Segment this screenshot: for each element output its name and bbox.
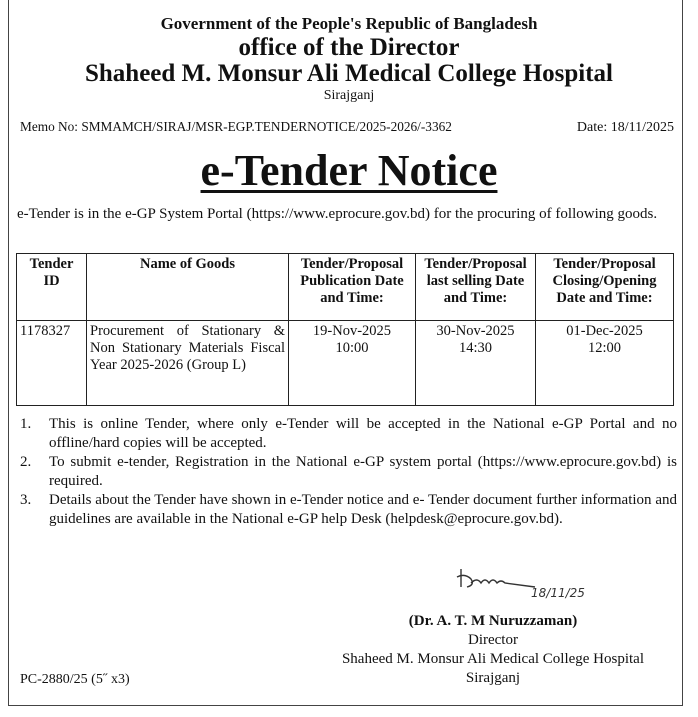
closing-date: 01-Dec-2025: [566, 323, 643, 339]
closing-cell: [536, 321, 674, 406]
header-closing: Tender/Proposal Closing/Opening Date and Time:: [536, 254, 674, 321]
notice-title: [0, 145, 698, 196]
handwritten-signature: [455, 565, 585, 607]
tender-id: 1178327: [17, 321, 87, 406]
publication-code: PC-2880/25 (5˝ x3): [20, 672, 130, 687]
signatory-designation: Director: [468, 632, 518, 648]
header-publication: Tender/Proposal Publication Date and Time:: [289, 254, 416, 321]
note-item: [17, 491, 677, 528]
publication-time: 10:00: [335, 340, 369, 356]
publication-cell: [289, 321, 416, 406]
signatory-place: Sirajganj: [465, 670, 521, 686]
memo-number: Memo No: SMMAMCH/SIRAJ/MSR-EGP.TENDERNOTICE/2025-2026/-3362: [20, 120, 452, 135]
note-item: [17, 415, 677, 452]
signature-block: [308, 612, 678, 688]
note-item: [17, 453, 677, 490]
signatory-office: Shaheed M. Monsur Ali Medical College Hospital: [341, 651, 645, 667]
notice-title-text: e-Tender Notice: [200, 146, 498, 195]
note-text: This is online Tender, where only e-Tender will be accepted in the National e-GP Portal and no offline/hard copies will be accepted.: [49, 416, 677, 451]
note-text: To submit e-tender, Registration in the National e-GP system portal (https://www.eprocure.gov.bd) is required.: [49, 454, 677, 489]
signatory-name: (Dr. A. T. M Nuruzzaman): [408, 613, 578, 629]
selling-time: 14:30: [458, 340, 493, 356]
header-goods: Name of Goods: [87, 254, 289, 321]
government-line: Government of the People's Republic of Bangladesh: [160, 14, 538, 33]
note-number: 1.: [20, 416, 32, 432]
publication-date: 19-Nov-2025: [312, 323, 392, 339]
header-selling: Tender/Proposal last selling Date and Time:: [416, 254, 536, 321]
hospital-name: Shaheed M. Monsur Ali Medical College Hospital: [84, 60, 613, 87]
signature-date: 18/11/25: [531, 586, 585, 600]
selling-date: 30-Nov-2025: [436, 323, 515, 339]
office-line: office of the Director: [238, 34, 460, 61]
memo-date: Date: 18/11/2025: [576, 120, 674, 135]
note-number: 2.: [20, 454, 32, 470]
location: Sirajganj: [323, 88, 375, 103]
table-header-row: [17, 254, 674, 321]
goods-name: Procurement of Stationary & Non Stationary Materials Fiscal Year 2025-2026 (Group L): [87, 321, 289, 406]
header-tender-id: Tender ID: [17, 254, 87, 321]
notes-list: [17, 415, 677, 529]
intro-text: e-Tender is in the e-GP System Portal (https://www.eprocure.gov.bd) for the procuring of following goods.: [17, 206, 658, 222]
note-text: Details about the Tender have shown in e-Tender notice and e- Tender document further information and guidelines are available in the National e-GP help Desk (helpdesk@eprocure.gov.bd).: [49, 492, 677, 527]
tender-table: [16, 253, 674, 406]
closing-time: 12:00: [587, 340, 622, 356]
table-row: [17, 321, 674, 406]
note-number: 3.: [20, 492, 32, 508]
selling-cell: [416, 321, 536, 406]
